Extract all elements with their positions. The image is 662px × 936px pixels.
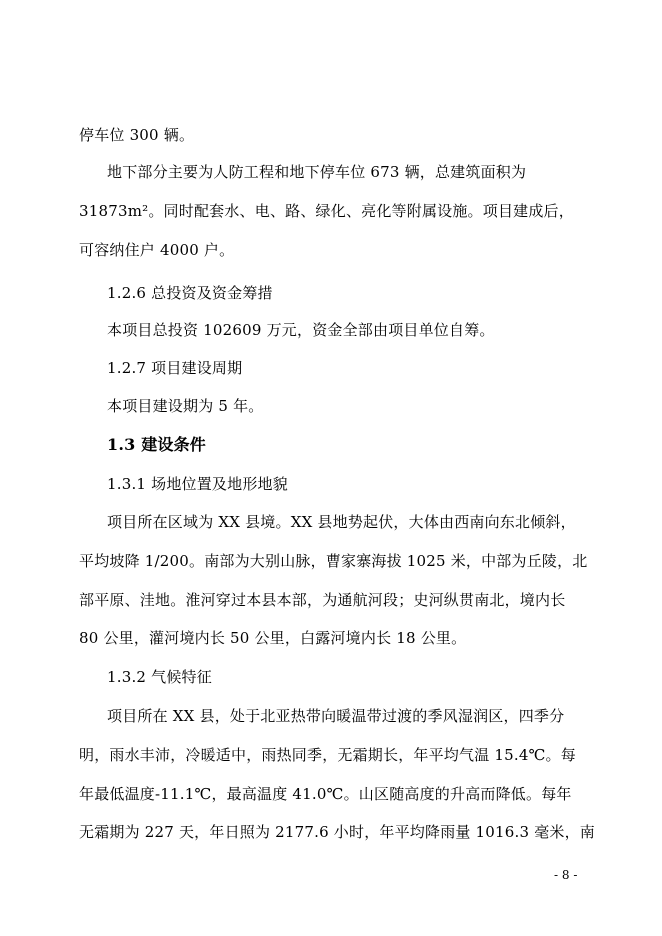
section-heading: 1.3.2 气候特征 [107, 668, 212, 686]
body-text-line: 项目所在 XX 县，处于北亚热带向暖温带过渡的季风湿润区，四季分 [107, 707, 565, 725]
body-text-line: 年最低温度-11.1℃，最高温度 41.0℃。山区随高度的升高而降低。每年 [79, 785, 572, 803]
body-text-line: 80 公里，灌河境内长 50 公里，白露河境内长 18 公里。 [79, 629, 467, 647]
body-text-line: 部平原、洼地。淮河穿过本县本部，为通航河段；史河纵贯南北，境内长 [79, 591, 566, 609]
body-text-line: 无霜期为 227 天，年日照为 2177.6 小时，年平均降雨量 1016.3 毫米，南 [79, 823, 596, 841]
section-heading: 1.2.7 项目建设周期 [107, 359, 243, 377]
section-heading: 1.2.6 总投资及资金筹措 [107, 284, 273, 302]
body-text-line: 停车位 300 辆。 [79, 126, 195, 144]
section-heading: 1.3.1 场地位置及地形地貌 [107, 475, 288, 493]
body-text-line: 可容纳住户 4000 户。 [79, 241, 235, 259]
body-text-line: 本项目建设期为 5 年。 [107, 397, 264, 415]
page-number: - 8 - [554, 868, 578, 882]
body-text-line: 明，雨水丰沛，冷暖适中，雨热同季，无霜期长，年平均气温 15.4℃。每 [79, 746, 576, 764]
chapter-heading: 1.3 建设条件 [107, 435, 207, 454]
body-text-line: 本项目总投资 102609 万元，资金全部由项目单位自筹。 [107, 321, 495, 339]
body-text-line: 平均坡降 1/200。南部为大别山脉，曹家寨海拔 1025 米，中部为丘陵，北 [79, 552, 588, 570]
body-text-line: 地下部分主要为人防工程和地下停车位 673 辆，总建筑面积为 [107, 163, 527, 181]
body-text-line: 项目所在区域为 XX 县境。XX 县地势起伏，大体由西南向东北倾斜， [107, 513, 576, 531]
body-text-line: 31873m²。同时配套水、电、路、绿化、亮化等附属设施。项目建成后， [79, 202, 574, 220]
